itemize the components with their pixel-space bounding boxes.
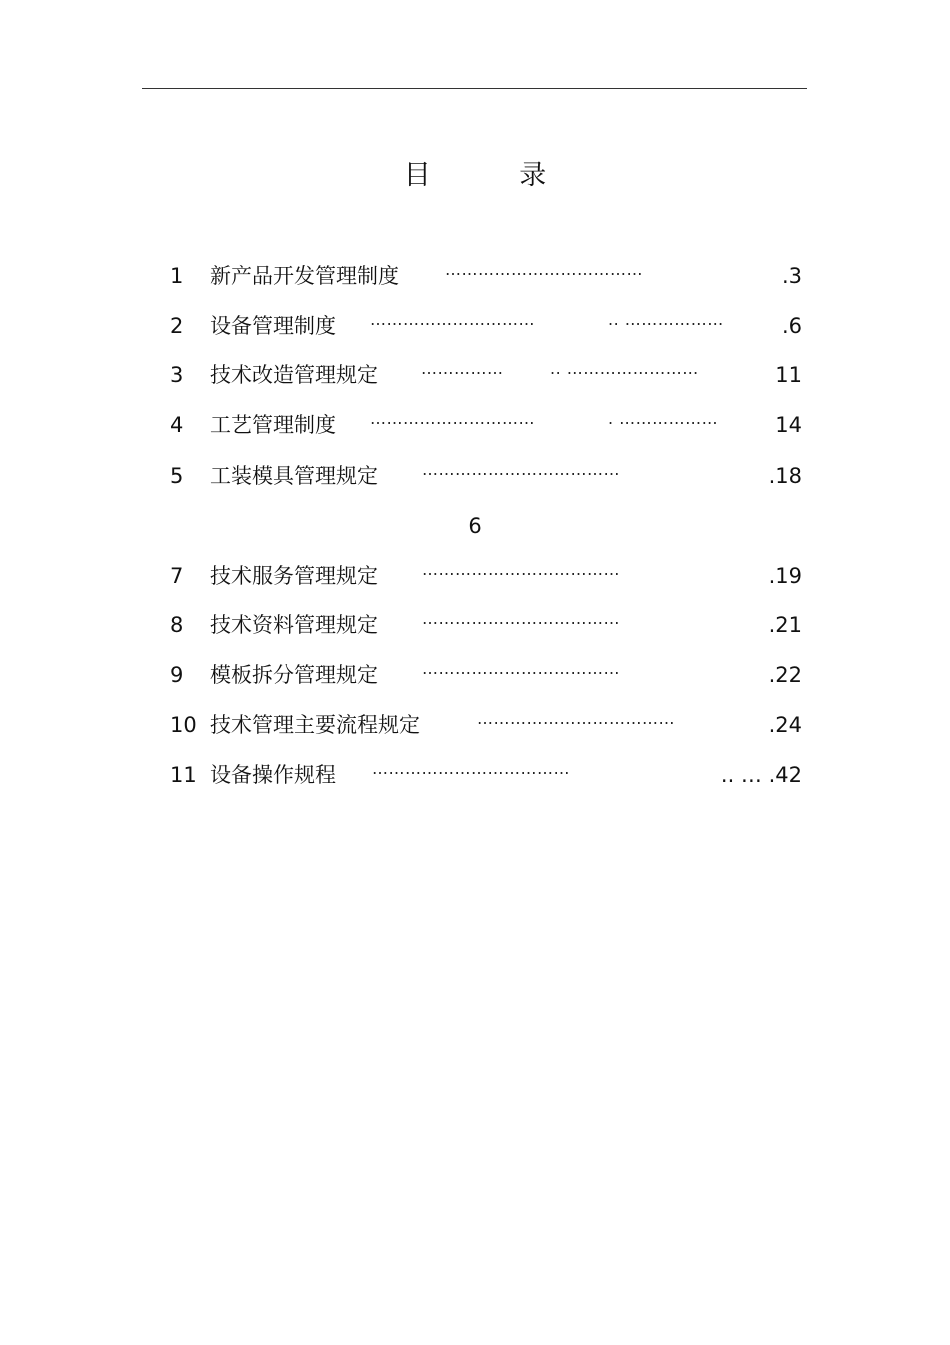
dot-leader: .. ……………… — [608, 310, 724, 329]
toc-entry[interactable] — [0, 461, 950, 491]
toc-entry[interactable] — [0, 561, 950, 591]
toc-entry-page: .. … .42 — [720, 763, 802, 787]
dot-leader: ……………………………… — [422, 659, 620, 678]
toc-entry-page: 14 — [775, 413, 802, 437]
toc-entry-number: 5 — [170, 464, 184, 488]
toc-entry-title: 工艺管理制度 — [210, 413, 336, 437]
toc-entry-page: .6 — [781, 314, 802, 338]
dot-leader: .. …………………… — [550, 359, 699, 378]
toc-entry-page: .22 — [768, 663, 802, 687]
toc-entry-title: 技术资料管理规定 — [210, 613, 378, 637]
toc-entry-number: 1 — [170, 264, 184, 288]
dot-leader: ………………………… — [370, 310, 535, 329]
dot-leader: …………… — [421, 359, 504, 378]
dot-leader: . ……………… — [608, 409, 719, 428]
toc-entry[interactable] — [0, 261, 950, 291]
dot-leader: ……………………………… — [422, 460, 620, 479]
dot-leader: ………………………… — [370, 409, 535, 428]
dot-leader: ……………………………… — [445, 260, 643, 279]
dot-leader: ……………………………… — [422, 609, 620, 628]
toc-entry-number: 4 — [170, 413, 184, 437]
toc-entry-page: 11 — [775, 363, 802, 387]
toc-entry-title: 设备操作规程 — [210, 763, 336, 787]
toc-entry[interactable] — [0, 760, 950, 790]
toc-entry-title: 工装模具管理规定 — [210, 464, 378, 488]
toc-entry-number: 9 — [170, 663, 184, 687]
toc-entry-number: 8 — [170, 613, 184, 637]
toc-entry-number: 11 — [170, 763, 197, 787]
toc-entry-page: .19 — [768, 564, 802, 588]
toc-entry-title: 模板拆分管理规定 — [210, 663, 378, 687]
header-rule — [142, 88, 807, 89]
toc-entry[interactable] — [0, 610, 950, 640]
toc-entry[interactable] — [0, 660, 950, 690]
dot-leader: ……………………………… — [477, 709, 675, 728]
toc-entry-number: 2 — [170, 314, 184, 338]
toc-entry-page: .3 — [781, 264, 802, 288]
toc-title: 目 录 — [403, 160, 587, 191]
toc-entry-title: 技术改造管理规定 — [210, 363, 378, 387]
toc-entry-page: .24 — [768, 713, 802, 737]
toc-entry[interactable] — [0, 710, 950, 740]
toc-entry-page: .18 — [768, 464, 802, 488]
toc-entry-title: 新产品开发管理制度 — [210, 264, 399, 288]
toc-entry-number: 3 — [170, 363, 184, 387]
toc-entry-number: 10 — [170, 713, 197, 737]
toc-entry-title: 设备管理制度 — [210, 314, 336, 338]
toc-entry[interactable] — [0, 311, 950, 341]
toc-entry-title: 技术管理主要流程规定 — [210, 713, 420, 737]
toc-entry-number: 7 — [170, 564, 184, 588]
dot-leader: ……………………………… — [422, 560, 620, 579]
toc-entry-title: 技术服务管理规定 — [210, 564, 378, 588]
toc-entry-page: .21 — [768, 613, 802, 637]
dot-leader: ……………………………… — [372, 759, 570, 778]
toc-entry[interactable] — [0, 410, 950, 440]
orphan-entry-number: 6 — [468, 514, 482, 538]
toc-entry[interactable] — [0, 360, 950, 390]
